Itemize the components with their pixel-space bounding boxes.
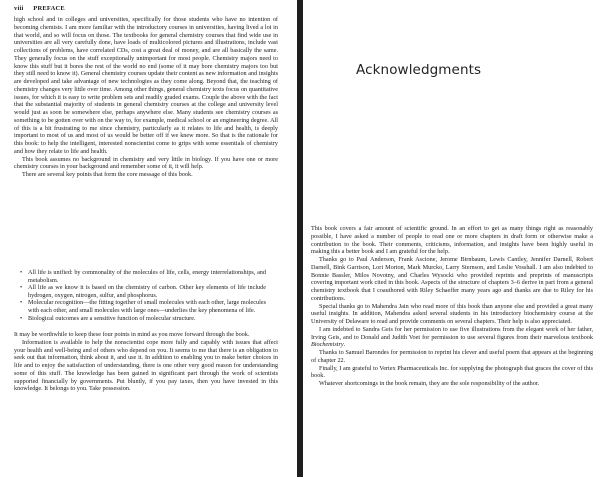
running-title: PREFACE — [33, 5, 65, 12]
paragraph: There are several key points that form the core message of this book. — [22, 171, 193, 178]
paragraph-text: I am indebted to Sandra Geis for her permission to use five illustrations from the elegant work of her father, Irving Geis, and to Donald and Judith Voet for permission to use several figures from their marvelous textbook — [311, 325, 593, 341]
paragraph: Finally, I am grateful to Vertex Pharmaceuticals Inc. for supplying the photograph that graces the cover of this book. — [311, 364, 593, 380]
list-item: • Molecular recognition—the fitting together of small molecules with each other, large molecules with each other, and small molecules with large ones—underlies the key phenomena of life. — [14, 299, 278, 314]
paragraph: high school and in colleges and universities, specifically for those students who have no intention of becoming chemists. I am more familiar with the introductory courses in universities, having lived a lot in that world, and so will focus on those. The textbooks for general chemistry courses that find wide use in universities are all very carefully done, have loads of multicolored pictures and illustrations, include vast collections of problems, have correlated CDs, cost a great deal of money, and are all basically the same. They generally focus on the stuff exceptionally unimportant for most people. Chemistry majors need to know this stuff but it bores the rest of the world no end (some of it may bore chemistry majors too but they still need to know it). General chemistry courses update their content as new information and insights are developed and take advantage of new technologies as they come along. Beyond that, the teaching of chemistry changes very little over time. Among other things, general chemistry texts focus on quantitative issues, for which it is easy to write problem sets and readily graded exams. Couple the above with the fact that the substantial majority of students in general chemistry courses at the college and university level would just as soon be somewhere else, perhaps anywhere else. Many students see chemistry courses as something to be gotten over with on the way to, for example, medical school or an engineering degree. All of this is a bit frustrating to me since chemistry, particularly as it relates to life and health, is deeply important to most of us and most of us would be better off if we knew more. So that is the rationale for this book: to help the intelligent, interested nonscientist come to grips with some essentials of chemistry and how they relate to life and health. — [14, 16, 278, 155]
punctuation: . — [343, 341, 346, 349]
running-header — [14, 5, 73, 12]
book-title: Biochemistry — [311, 341, 344, 349]
section-title: Acknowledgments — [356, 62, 482, 78]
paragraph: Information is available to help the nonscientist cope more fully and capably with issues that affect your health and well-being and of others who depend on you. It seems to me that there is an obligation to seek out that information, think about it, and use it. In addition to enabling you to make better choices in life and to enjoy the satisfaction of understanding, there is one other very good reason for understanding some of this stuff. The knowledge has been gained in significant part through the work of scientists supported financially by governments. Put bluntly, if you pay taxes, then you have invested in this knowledge. It belongs to you. Take possession. — [14, 338, 278, 393]
preface-body-bottom — [14, 331, 278, 393]
paragraph: Special thanks go to Mahendra Jain who read more of this book than anyone else and provided a great many useful insights. In addition, Mahendra asked several students in his introductory biochemistry course at the University of Delaware to read and provide comments on several chapters. Their help is also appreciated. — [311, 302, 593, 325]
acknowledgments-section — [303, 0, 600, 477]
list-item: • All life as we know it is based on the chemistry of carbon. Other key elements of life include hydrogen, oxygen, nitrogen, sulfur, and phosphorus. — [14, 284, 278, 299]
list-item: • All life is unified: by commonality of the molecules of life, cells, energy interrelationships, and metabolism. — [14, 269, 278, 284]
paragraph: This book assumes no background in chemistry and very little in biology. If you have one or more chemistry courses in your background and remember some of it, it will help. — [14, 155, 278, 171]
paragraph: This book covers a fair amount of scientific ground. In an effort to get as many things right as reasonably possible, I have asked a number of people to read one or more chapters in draft form or otherwise make a contribution to the book. Their comments, criticisms, information, and insights have been highly useful in making this a better book and I am grateful for the help. — [311, 225, 593, 256]
preface-body-top — [14, 16, 278, 179]
list-item: • Biological outcomes are a sensitive function of molecular structure. — [14, 315, 278, 323]
key-points-list — [14, 269, 278, 322]
left-page — [0, 0, 297, 477]
paragraph: Whatever shortcomings in the book remain, they are the sole responsibility of the author. — [319, 380, 540, 387]
paragraph-with-italic — [311, 326, 593, 349]
page-number: viii — [14, 5, 24, 12]
paragraph: It may be worthwhile to keep these four points in mind as you move forward through the book. — [14, 331, 250, 338]
acknowledgments-body — [311, 225, 593, 388]
paragraph: Thanks go to Paul Anderson, Frank Ascione, Jerome Birnbaum, Lewis Cantley, Jennifer Darnell, Robert Darnell, Bink Garrison, Lori Morton, Mark Murcko, Larry Sternson, and Leslie Vosshall. I am also indebted to Bonnie Bassler, Milos Novotny, and Charles Wysocki who provided reprints and preprints of manuscripts covering important work cited in this book. Aspects of the structure of chapters 3–6 derive in part from a general chemistry textbook that I coauthored with Riley Schaeffer many years ago and thanks are due to Riley for his contributions. — [311, 256, 593, 302]
paragraph: Thanks to Samuel Barondes for permission to reprint his clever and useful poem that appears at the beginning of chapter 22. — [311, 349, 593, 364]
